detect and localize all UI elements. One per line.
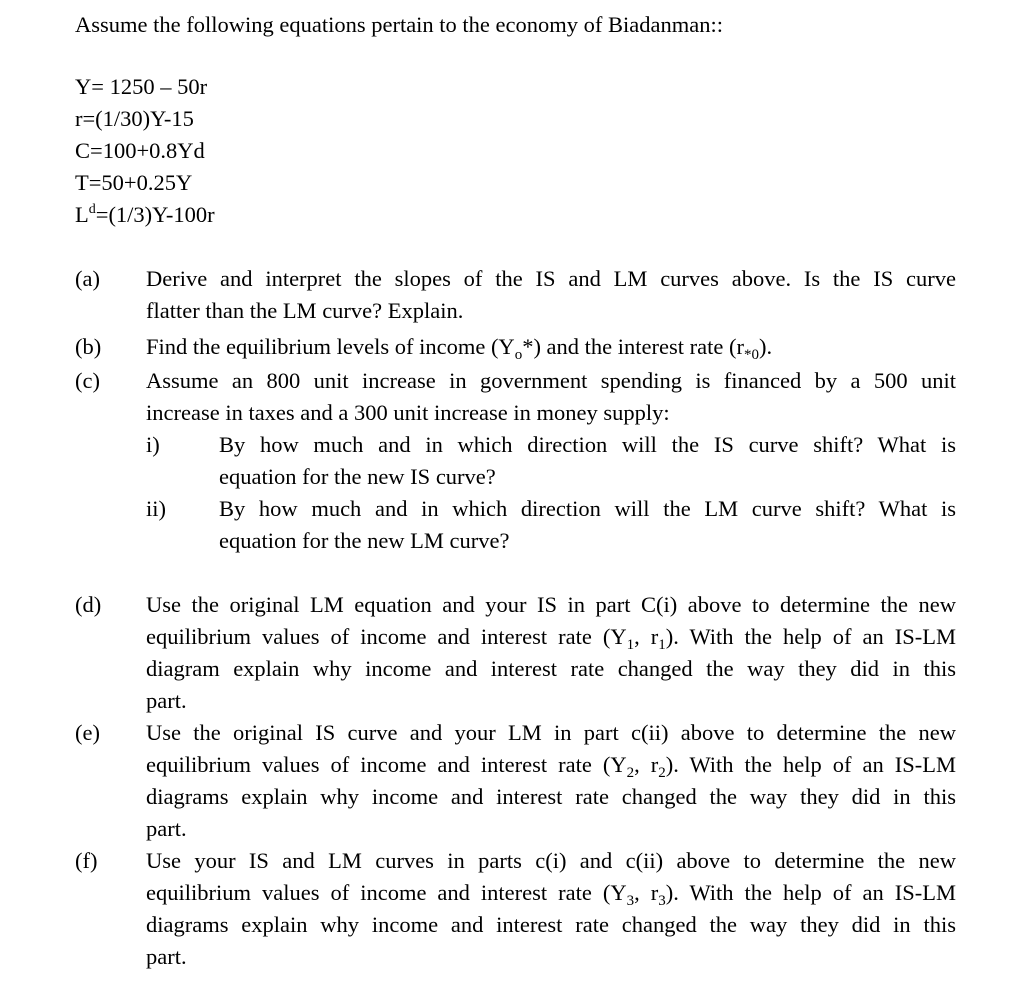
question-c-ii-label: ii) <box>146 496 166 521</box>
question-f-line-3: diagrams explain why income and interest rate changed the way they did in this <box>146 912 956 937</box>
question-c-i-line-1: By how much and in which direction will the IS curve shift? What is <box>219 432 956 457</box>
equation-is: Y= 1250 – 50r <box>75 74 208 99</box>
question-f-line-4: part. <box>146 944 187 969</box>
equation-money-demand: $L^d=(1/3)Y-100r$ <box>75 202 215 227</box>
question-c-label: (c) <box>75 368 100 393</box>
question-d-label: (d) <box>75 592 102 617</box>
question-d-line-3: diagram explain why income and interest rate changed the way they did in this <box>146 656 956 681</box>
question-c-line-2: increase in taxes and a 300 unit increase in money supply: <box>146 400 670 425</box>
equation-lm: r=(1/30)Y-15 <box>75 106 194 131</box>
question-f-label: (f) <box>75 848 98 873</box>
question-e-line-2: equilibrium values of income and interest rate ($Y_2$, $r_2$). With the help of an IS-LM <box>146 752 956 781</box>
question-a-label: (a) <box>75 266 100 291</box>
question-e-line-1: Use the original IS curve and your LM in part c(ii) above to determine the new <box>146 720 956 745</box>
question-d-line-1: Use the original LM equation and your IS in part C(i) above to determine the new <box>146 592 956 617</box>
question-b-label: (b) <box>75 334 102 359</box>
question-a-line-1: Derive and interpret the slopes of the IS and LM curves above. Is the IS curve <box>146 266 956 291</box>
question-c-line-1: Assume an 800 unit increase in government spending is financed by a 500 unit <box>146 368 956 393</box>
question-c-ii-line-1: By how much and in which direction will the LM curve shift? What is <box>219 496 956 521</box>
question-c-i-label: i) <box>146 432 160 457</box>
equation-taxes: T=50+0.25Y <box>75 170 193 195</box>
question-c-i-line-2: equation for the new IS curve? <box>219 464 496 489</box>
question-c-ii-line-2: equation for the new LM curve? <box>219 528 510 553</box>
question-f-line-1: Use your IS and LM curves in parts c(i) and c(ii) above to determine the new <box>146 848 956 873</box>
question-e-line-3: diagrams explain why income and interest rate changed the way they did in this <box>146 784 956 809</box>
question-f-line-2: equilibrium values of income and interest rate ($Y_3$, $r_3$). With the help of an IS-LM <box>146 880 956 909</box>
equation-consumption: C=100+0.8Yd <box>75 138 205 163</box>
question-b-text: Find the equilibrium levels of income $(Y_o*)$ and the interest rate $(r_{*0})$. <box>146 334 773 363</box>
question-e-line-4: part. <box>146 816 187 841</box>
intro-text: Assume the following equations pertain to the economy of Biadanman:: <box>75 12 723 37</box>
question-d-line-4: part. <box>146 688 187 713</box>
question-d-line-2: equilibrium values of income and interest rate ($Y_1$, $r_1$). With the help of an IS-LM <box>146 624 956 653</box>
question-a-line-2: flatter than the LM curve? Explain. <box>146 298 464 323</box>
question-e-label: (e) <box>75 720 100 745</box>
